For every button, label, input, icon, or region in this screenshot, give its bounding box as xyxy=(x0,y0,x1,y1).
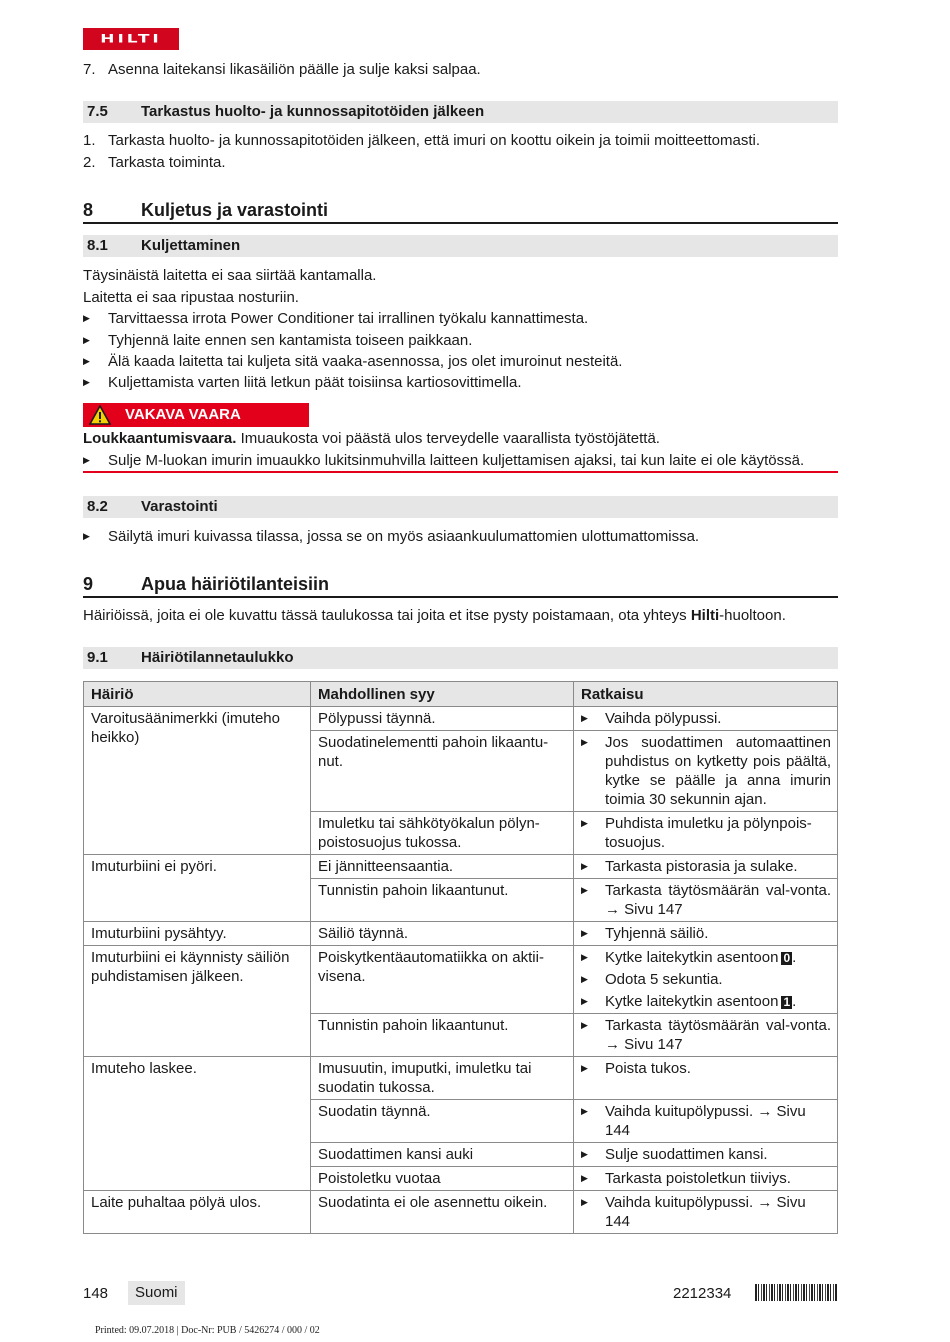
table-row xyxy=(84,707,838,731)
bullet-arrow-icon: ▶ xyxy=(83,313,90,323)
solution-cell: ▶ Vaihda pölypussi. xyxy=(574,707,838,731)
warning-divider xyxy=(83,471,838,473)
column-header: Ratkaisu xyxy=(574,682,838,707)
fault-cell: Varoitusäänimerkki (imuteho heikko) xyxy=(84,707,311,855)
bullet-arrow-icon: ▶ xyxy=(83,377,90,387)
warning-triangle-icon xyxy=(89,405,111,425)
bullet-arrow-icon: ▶ xyxy=(83,531,90,541)
solution-cell: ▶ Tarkasta täytösmäärän val-vonta. → Sivu 147 xyxy=(574,1014,838,1057)
solution-cell: ▶ Tyhjennä säiliö. xyxy=(574,922,838,946)
section-8-2-heading: 8.2 Varastointi xyxy=(83,496,838,518)
solution-cell: ▶ Jos suodattimen automaattinen puhdistus on kytketty pois päältä, kytke se päälle ja anna imurin toimia 30 sekunnin ajan. xyxy=(574,731,838,812)
cause-cell: Poistoletku vuotaa xyxy=(311,1167,574,1191)
print-info: Printed: 09.07.2018 | Doc-Nr: PUB / 5426274 / 000 / 02 xyxy=(95,1325,320,1336)
fault-cell: Imuturbiini pysähtyy. xyxy=(84,922,311,946)
solution-cell: ▶ Sulje suodattimen kansi. xyxy=(574,1143,838,1167)
chapter-9-heading: 9 Apua häiriötilanteisiin xyxy=(83,572,838,598)
fault-cell: Imuteho laskee. xyxy=(84,1057,311,1191)
bullet-arrow-icon: ▶ xyxy=(581,861,588,871)
bullet-arrow-icon: ▶ xyxy=(581,885,588,895)
cause-cell: Pölypussi täynnä. xyxy=(311,707,574,731)
bullet-arrow-icon: ▶ xyxy=(581,974,588,984)
bullet-arrow-icon: ▶ xyxy=(581,1197,588,1207)
table-row xyxy=(84,922,838,946)
document-number: 2212334 xyxy=(673,1285,732,1302)
solution-cell: ▶ Kytke laitekytkin asentoon 0 . ▶ Odota 5 sekuntia. ▶ Kytke laitekytkin asentoon 1 . xyxy=(574,946,838,1014)
cause-cell: Suodattimen kansi auki xyxy=(311,1143,574,1167)
language-label: Suomi xyxy=(128,1281,185,1305)
solution-cell: ▶ Tarkasta poistoletkun tiiviys. xyxy=(574,1167,838,1191)
cause-cell: Imuletku tai sähkötyökalun pölyn-poistosuojus tukossa. xyxy=(311,812,574,855)
solution-cell: ▶ Vaihda kuitupölypussi. → Sivu 144 xyxy=(574,1100,838,1143)
cause-cell: Suodatin täynnä. xyxy=(311,1100,574,1143)
table-row xyxy=(84,855,838,879)
column-header: Häiriö xyxy=(84,682,311,707)
column-header: Mahdollinen syy xyxy=(311,682,574,707)
cause-cell: Imusuutin, imuputki, imuletku tai suodatin tukossa. xyxy=(311,1057,574,1100)
troubleshooting-table xyxy=(83,681,838,1234)
bullet-arrow-icon: ▶ xyxy=(581,1173,588,1183)
bullet-arrow-icon: ▶ xyxy=(581,737,588,747)
fault-cell: Imuturbiini ei pyöri. xyxy=(84,855,311,922)
warning-banner: VAKAVA VAARA xyxy=(83,403,309,427)
cause-cell: Ei jännitteensaantia. xyxy=(311,855,574,879)
section-9-1-heading: 9.1 Häiriötilannetaulukko xyxy=(83,647,838,669)
bullet-arrow-icon: ▶ xyxy=(581,928,588,938)
solution-cell: ▶ Poista tukos. xyxy=(574,1057,838,1100)
bullet-arrow-icon: ▶ xyxy=(581,713,588,723)
warning-text: Loukkaantumisvaara. Imuaukosta voi päästä ulos terveydelle vaarallista työstöjätettä. xyxy=(83,430,660,447)
cause-cell: Suodatinta ei ole asennettu oikein. xyxy=(311,1191,574,1234)
bullet-arrow-icon: ▶ xyxy=(83,335,90,345)
cause-cell: Poiskytkentäautomatiikka on aktii-visena. xyxy=(311,946,574,1014)
hilti-logo: HILTI xyxy=(83,28,179,50)
cause-cell: Tunnistin pahoin likaantunut. xyxy=(311,879,574,922)
solution-cell: ▶ Puhdista imuletku ja pölynpois-tosuojus. xyxy=(574,812,838,855)
cause-cell: Suodatinelementti pahoin likaantu-nut. xyxy=(311,731,574,812)
bullet-arrow-icon: ▶ xyxy=(581,1106,588,1116)
bullet-arrow-icon: ▶ xyxy=(581,996,588,1006)
section-8-1-heading: 8.1 Kuljettaminen xyxy=(83,235,838,257)
paragraph: Laitetta ei saa ripustaa nosturiin. xyxy=(83,289,299,306)
table-row xyxy=(84,946,838,1014)
solution-cell: ▶ Tarkasta pistorasia ja sulake. xyxy=(574,855,838,879)
solution-cell: ▶ Tarkasta täytösmäärän val-vonta. → Sivu 147 xyxy=(574,879,838,922)
bullet-arrow-icon: ▶ xyxy=(581,1020,588,1030)
table-header-row xyxy=(84,682,838,707)
bullet-arrow-icon: ▶ xyxy=(581,1149,588,1159)
switch-position-0-icon: 0 xyxy=(783,951,791,965)
table-row xyxy=(84,1057,838,1100)
bullet-arrow-icon: ▶ xyxy=(581,818,588,828)
chapter-8-heading: 8 Kuljetus ja varastointi xyxy=(83,198,838,224)
page-number: 148 xyxy=(83,1285,109,1302)
table-row xyxy=(84,1191,838,1234)
switch-position-1-icon: 1 xyxy=(783,995,791,1009)
barcode-icon xyxy=(755,1284,838,1301)
cause-cell: Säiliö täynnä. xyxy=(311,922,574,946)
chapter-9-intro: Häiriöissä, joita ei ole kuvattu tässä taulukossa tai joita et itse pysty poistamaan, ota yhteys Hilti-huoltoon. xyxy=(83,607,786,624)
bullet-arrow-icon: ▶ xyxy=(581,952,588,962)
paragraph: Täysinäistä laitetta ei saa siirtää kantamalla. xyxy=(83,267,377,284)
fault-cell: Imuturbiini ei käynnisty säiliön puhdistamisen jälkeen. xyxy=(84,946,311,1057)
fault-cell: Laite puhaltaa pölyä ulos. xyxy=(84,1191,311,1234)
bullet-arrow-icon: ▶ xyxy=(83,455,90,465)
bullet-arrow-icon: ▶ xyxy=(581,1063,588,1073)
section-7-5-heading: 7.5 Tarkastus huolto- ja kunnossapitotöiden jälkeen xyxy=(83,101,838,123)
cause-cell: Tunnistin pahoin likaantunut. xyxy=(311,1014,574,1057)
bullet-arrow-icon: ▶ xyxy=(83,356,90,366)
solution-cell: ▶ Vaihda kuitupölypussi. → Sivu 144 xyxy=(574,1191,838,1234)
